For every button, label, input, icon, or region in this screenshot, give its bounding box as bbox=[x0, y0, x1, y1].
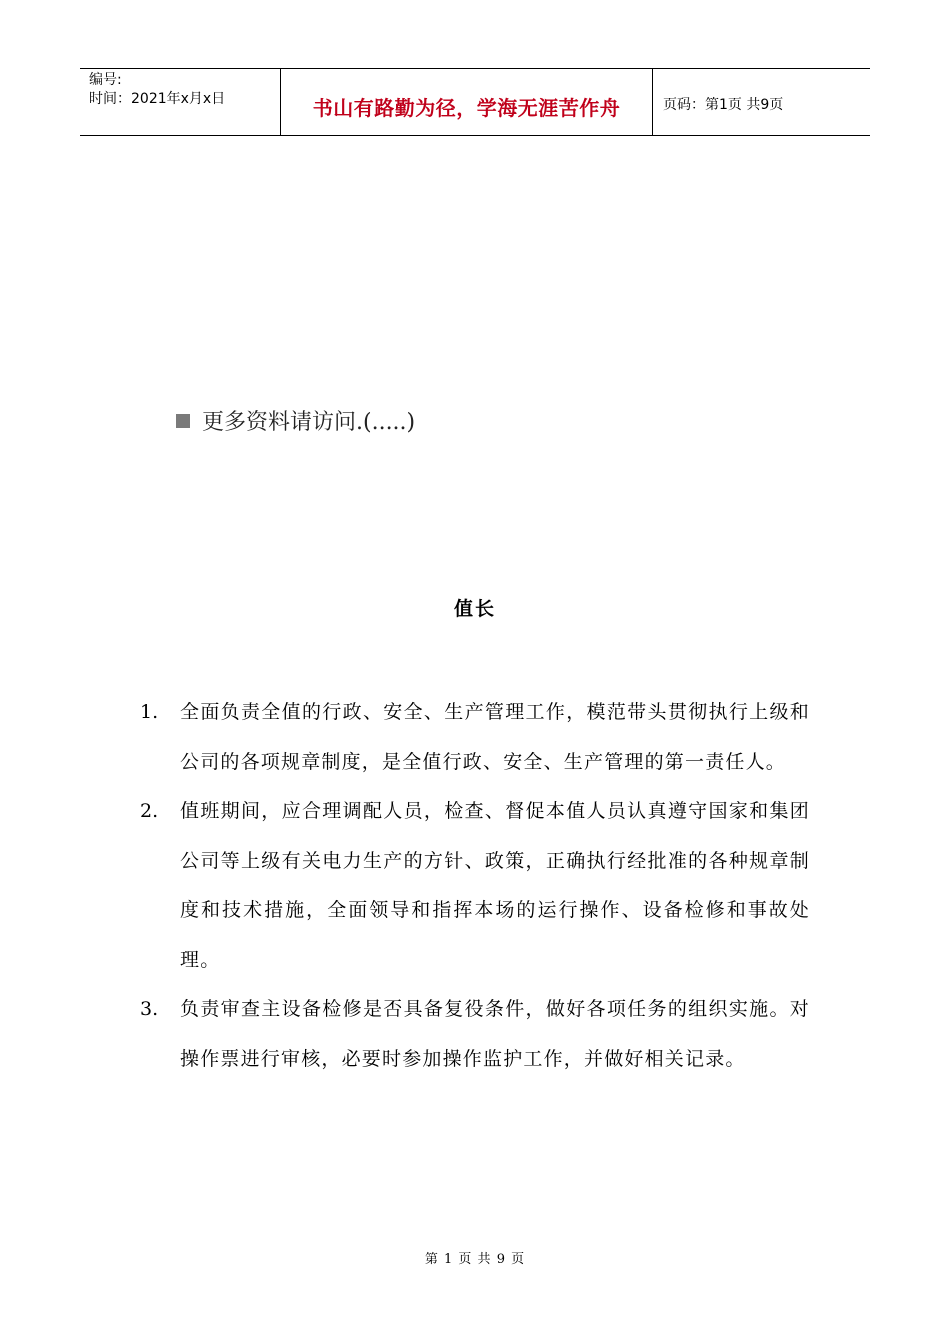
list-item bbox=[140, 787, 810, 985]
list-item-number: 1. bbox=[140, 701, 159, 723]
list-item bbox=[140, 985, 810, 1084]
list-item-number: 2. bbox=[140, 800, 159, 822]
header-motto: 书山有路勤为径，学海无涯苦作舟 bbox=[281, 69, 653, 135]
promo-text: 更多资料请访问.(.....) bbox=[202, 410, 416, 435]
promo-line bbox=[176, 405, 415, 436]
page-title: 值长 bbox=[453, 598, 496, 620]
document-header bbox=[80, 68, 870, 136]
header-page-info: 页码：第1页 共9页 bbox=[663, 97, 784, 113]
page-footer: 第 1 页 共 9 页 bbox=[424, 1252, 526, 1267]
list-item-text: 值班期间，应合理调配人员，检查、督促本值人员认真遵守国家和集团公司等上级有关电力生产的方针、政策，正确执行经批准的各种规章制度和技术措施，全面领导和指挥本场的运行操作、设备检修和事故处理。 bbox=[180, 800, 810, 971]
date-label: 时间：2021年x月x日 bbox=[89, 91, 226, 107]
serial-number-label: 编号: bbox=[89, 72, 122, 88]
duty-list bbox=[140, 688, 810, 1084]
square-bullet-icon bbox=[176, 414, 190, 428]
list-item bbox=[140, 688, 810, 787]
list-item-number: 3. bbox=[140, 998, 159, 1020]
list-item-text: 全面负责全值的行政、安全、生产管理工作，模范带头贯彻执行上级和公司的各项规章制度，是全值行政、安全、生产管理的第一责任人。 bbox=[180, 701, 810, 773]
list-item-text: 负责审查主设备检修是否具备复役条件，做好各项任务的组织实施。对操作票进行审核，必要时参加操作监护工作，并做好相关记录。 bbox=[180, 998, 810, 1070]
header-meta-cell bbox=[80, 69, 281, 135]
